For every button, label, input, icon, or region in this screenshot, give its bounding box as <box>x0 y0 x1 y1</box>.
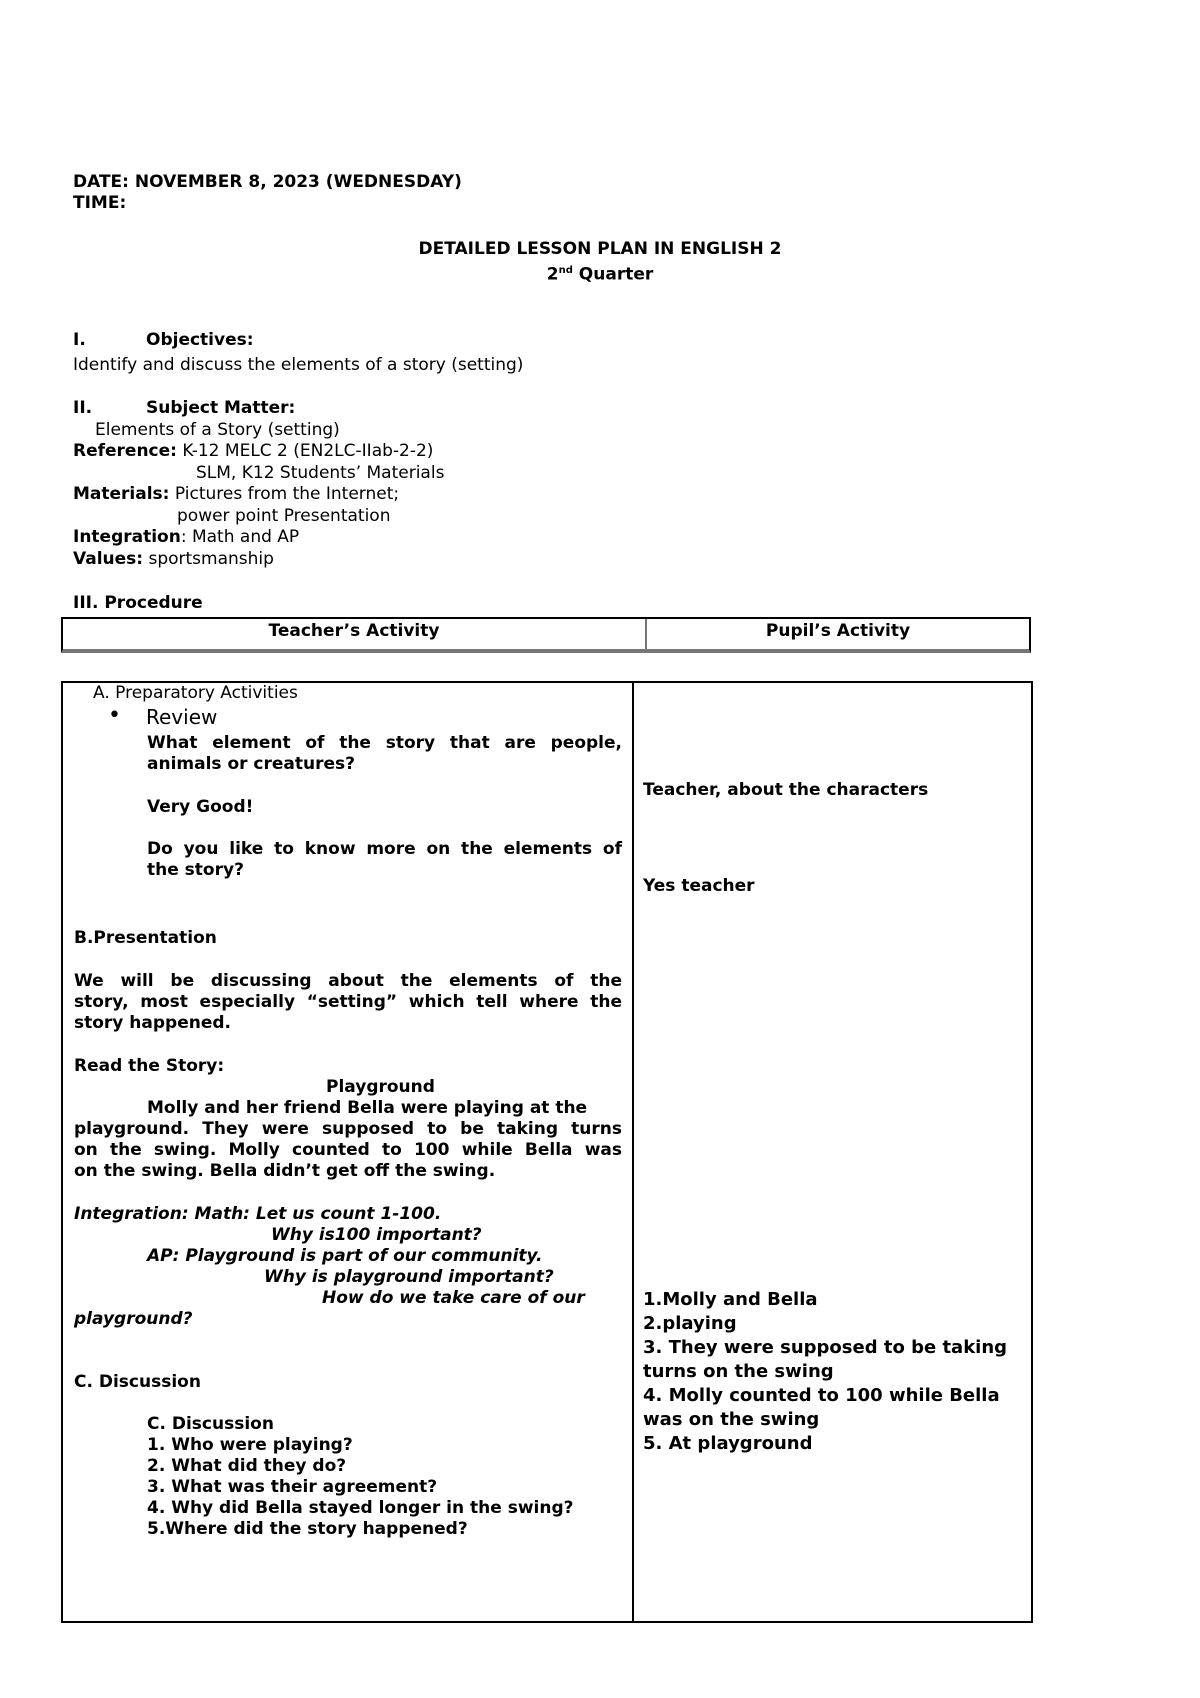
objectives-text: Identify and discuss the elements of a story (setting) <box>73 355 524 375</box>
procedure-heading: III. Procedure <box>73 593 203 613</box>
objectives-numeral: I. <box>73 330 86 350</box>
review-bullet <box>108 705 121 728</box>
question-4: 4. Why did Bella stayed longer in the swing? <box>147 1498 574 1518</box>
question-3: 3. What was their agreement? <box>147 1477 438 1497</box>
materials-value: Pictures from the Internet; <box>169 484 400 504</box>
integration-line2: Why is100 important? <box>271 1225 482 1245</box>
bullet-icon: • <box>108 703 121 728</box>
values-value: sportsmanship <box>143 549 274 569</box>
subject-topic: Elements of a Story (setting) <box>95 420 340 440</box>
discuss-line3: story happened. <box>74 1013 232 1033</box>
materials-value-2: power point Presentation <box>177 506 391 526</box>
pupil-answer-5: 5. At playground <box>643 1433 813 1454</box>
activity-table <box>61 681 1033 1623</box>
pupil-answer-4-line2: was on the swing <box>643 1409 820 1430</box>
integration-line5: How do we take care of our <box>322 1288 585 1308</box>
know-more-line1: Do you like to know more on the elements of <box>147 839 622 859</box>
time-line: TIME: <box>73 193 127 213</box>
reference-label: Reference: <box>73 441 177 461</box>
quarter-suffix: nd <box>558 265 573 276</box>
quarter-word: Quarter <box>572 264 654 285</box>
presentation-heading: B.Presentation <box>74 928 217 948</box>
integration-line <box>73 527 299 548</box>
objectives-heading: Objectives: <box>146 330 254 350</box>
reference-value-2: SLM, K12 Students’ Materials <box>196 463 445 483</box>
question-2: 2. What did they do? <box>147 1456 347 1476</box>
pupil-answer-3-line2: turns on the swing <box>643 1361 834 1382</box>
discuss-line1: We will be discussing about the elements of the <box>74 971 622 991</box>
column-divider <box>632 683 634 1621</box>
pupil-answer-characters: Teacher, about the characters <box>643 780 929 800</box>
question-5: 5.Where did the story happened? <box>147 1519 468 1539</box>
reference-value: K-12 MELC 2 (EN2LC-IIab-2-2) <box>176 441 434 461</box>
discuss-line2: story, most especially “setting” which tell where the <box>74 992 622 1012</box>
prep-heading: A. Preparatory Activities <box>93 683 298 703</box>
very-good: Very Good! <box>147 797 254 817</box>
procedure-header-table <box>61 617 1031 653</box>
values-line <box>73 549 274 570</box>
story-title: Playground <box>326 1077 435 1097</box>
discussion-subheading: C. Discussion <box>147 1414 274 1434</box>
materials-label: Materials: <box>73 484 170 504</box>
story-line3: on the swing. Molly counted to 100 while Bella was <box>74 1140 622 1160</box>
pupil-answer-4-line1: 4. Molly counted to 100 while Bella <box>643 1385 1000 1406</box>
discussion-heading: C. Discussion <box>74 1372 201 1392</box>
integration-value: : Math and AP <box>180 527 300 547</box>
story-line1: Molly and her friend Bella were playing at the <box>147 1098 588 1118</box>
integration-label: Integration <box>73 527 181 547</box>
pupil-answer-2: 2.playing <box>643 1313 737 1334</box>
pupil-answer-3-line1: 3. They were supposed to be taking <box>643 1337 1008 1358</box>
pupil-answer-yes: Yes teacher <box>643 876 755 896</box>
date-line: DATE: NOVEMBER 8, 2023 (WEDNESDAY) <box>73 172 462 192</box>
integration-line4: Why is playground important? <box>264 1267 554 1287</box>
review-question-line1: What element of the story that are people, <box>147 733 622 753</box>
know-more-line2: the story? <box>147 860 244 880</box>
integration-line3: AP: Playground is part of our community. <box>147 1246 543 1266</box>
subject-heading: Subject Matter: <box>146 398 296 418</box>
pupil-activity-header: Pupil’s Activity <box>765 621 911 641</box>
integration-line1: Integration: Math: Let us count 1-100. <box>74 1204 442 1224</box>
quarter-number: 2 <box>546 264 559 285</box>
materials-line <box>73 484 399 505</box>
page-title: DETAILED LESSON PLAN IN ENGLISH 2 <box>418 239 782 259</box>
question-1: 1. Who were playing? <box>147 1435 353 1455</box>
quarter-line <box>0 260 1200 286</box>
story-line2: playground. They were supposed to be taking turns <box>74 1119 622 1139</box>
values-label: Values: <box>73 549 144 569</box>
review-question-line2: animals or creatures? <box>147 754 356 774</box>
teacher-activity-header: Teacher’s Activity <box>63 619 647 649</box>
story-line4: on the swing. Bella didn’t get off the swing. <box>74 1161 496 1181</box>
pupil-answer-1: 1.Molly and Bella <box>643 1289 818 1310</box>
read-story-label: Read the Story: <box>74 1056 225 1076</box>
review-label: Review <box>146 705 218 729</box>
subject-numeral: II. <box>73 398 93 418</box>
reference-line <box>73 441 433 462</box>
integration-line6: playground? <box>74 1309 193 1329</box>
